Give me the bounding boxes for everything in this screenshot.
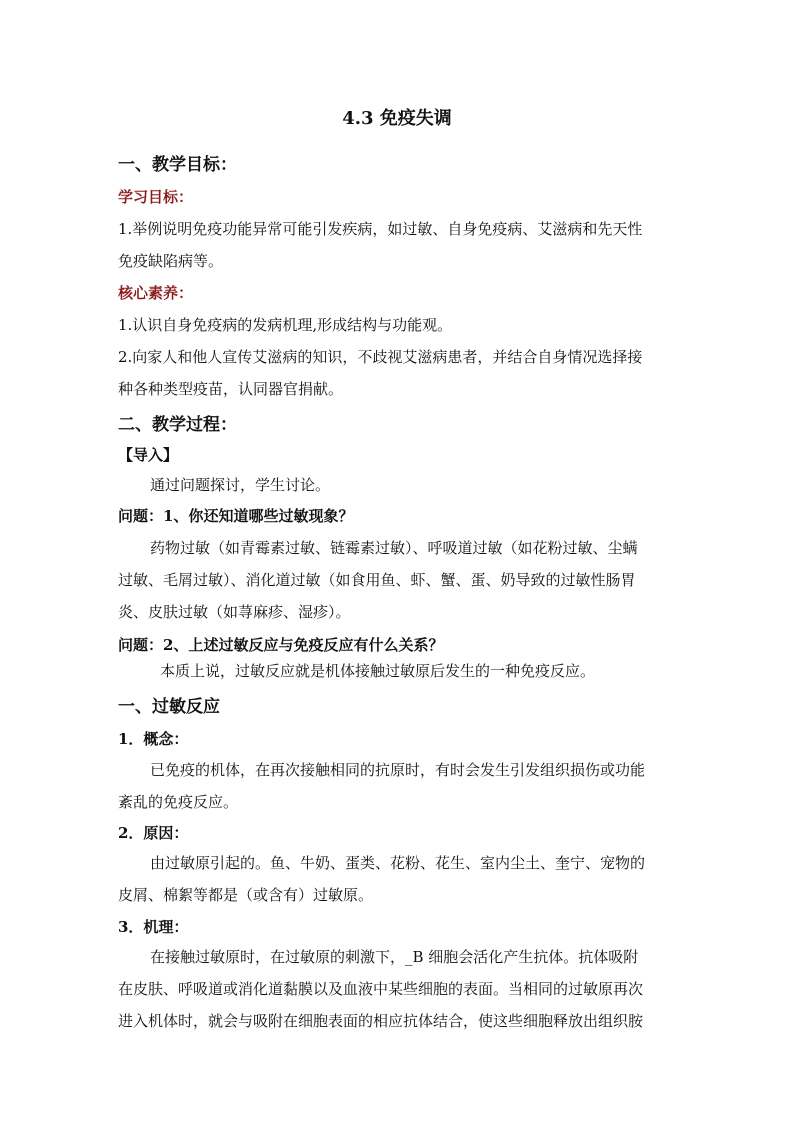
answer-1-line: 炎、皮肤过敏（如荨麻疹、湿疹）。 — [118, 603, 351, 621]
section-heading-allergy: 一、过敏反应 — [118, 697, 220, 717]
learning-goals-label: 学习目标： — [118, 188, 194, 206]
mechanism-line: 进入机体时，就会与吸附在细胞表面的相应抗体结合，使这些细胞释放出组织胺 — [118, 1012, 644, 1030]
core-literacy-line: 1.认识自身免疫病的发病机理,形成结构与功能观。 — [118, 316, 453, 334]
answer-1-line: 药物过敏（如青霉素过敏、链霉素过敏）、呼吸道过敏（如花粉过敏、尘螨 — [150, 539, 638, 557]
answer-2: 本质上说，过敏反应就是机体接触过敏原后发生的一种免疫反应。 — [160, 662, 596, 680]
concept-line: 紊乱的免疫反应。 — [118, 793, 239, 811]
cause-label: 2．原因： — [118, 824, 189, 842]
intro-text: 通过问题探讨，学生讨论。 — [150, 476, 331, 494]
intro-label: 【导入】 — [118, 446, 179, 464]
core-literacy-line: 种各种类型疫苗，认同器官捐献。 — [118, 380, 344, 398]
cause-line: 由过敏原引起的。鱼、牛奶、蛋类、花粉、花生、室内尘土、奎宁、宠物的 — [150, 854, 646, 872]
mechanism-label: 3．机理： — [118, 918, 189, 936]
question-2: 问题：2、上述过敏反应与免疫反应有什么关系？ — [118, 636, 444, 654]
core-literacy-line: 2.向家人和他人宣传艾滋病的知识，不歧视艾滋病患者，并结合自身情况选择接 — [118, 348, 643, 366]
answer-1-line: 过敏、毛屑过敏）、消化道过敏（如食用鱼、虾、蟹、蛋、奶导致的过敏性肠胃 — [118, 571, 636, 589]
cause-line: 皮屑、棉絮等都是（或含有）过敏原。 — [118, 886, 374, 904]
concept-line: 已免疫的机体，在再次接触相同的抗原时，有时会发生引发组织损伤或功能 — [150, 761, 646, 779]
learning-goal-line: 1.举例说明免疫功能异常可能引发疾病，如过敏、自身免疫病、艾滋病和先天性 — [118, 220, 643, 238]
core-literacy-label: 核心素养： — [118, 284, 194, 302]
mechanism-line: 在皮肤、呼吸道或消化道黏膜以及血液中某些细胞的表面。当相同的过敏原再次 — [118, 980, 644, 998]
question-1: 问题：1、你还知道哪些过敏现象？ — [118, 507, 354, 525]
concept-label: 1．概念： — [118, 730, 189, 748]
learning-goal-line: 免疫缺陷病等。 — [118, 252, 224, 270]
section-heading-goals: 一、教学目标： — [118, 155, 237, 175]
page-title: 4.3 免疫失调 — [342, 108, 452, 129]
section-heading-process: 二、教学过程： — [118, 415, 237, 435]
mechanism-line: 在接触过敏原时，在过敏原的刺激下，_B 细胞会活化产生抗体。抗体吸附 — [150, 948, 639, 966]
